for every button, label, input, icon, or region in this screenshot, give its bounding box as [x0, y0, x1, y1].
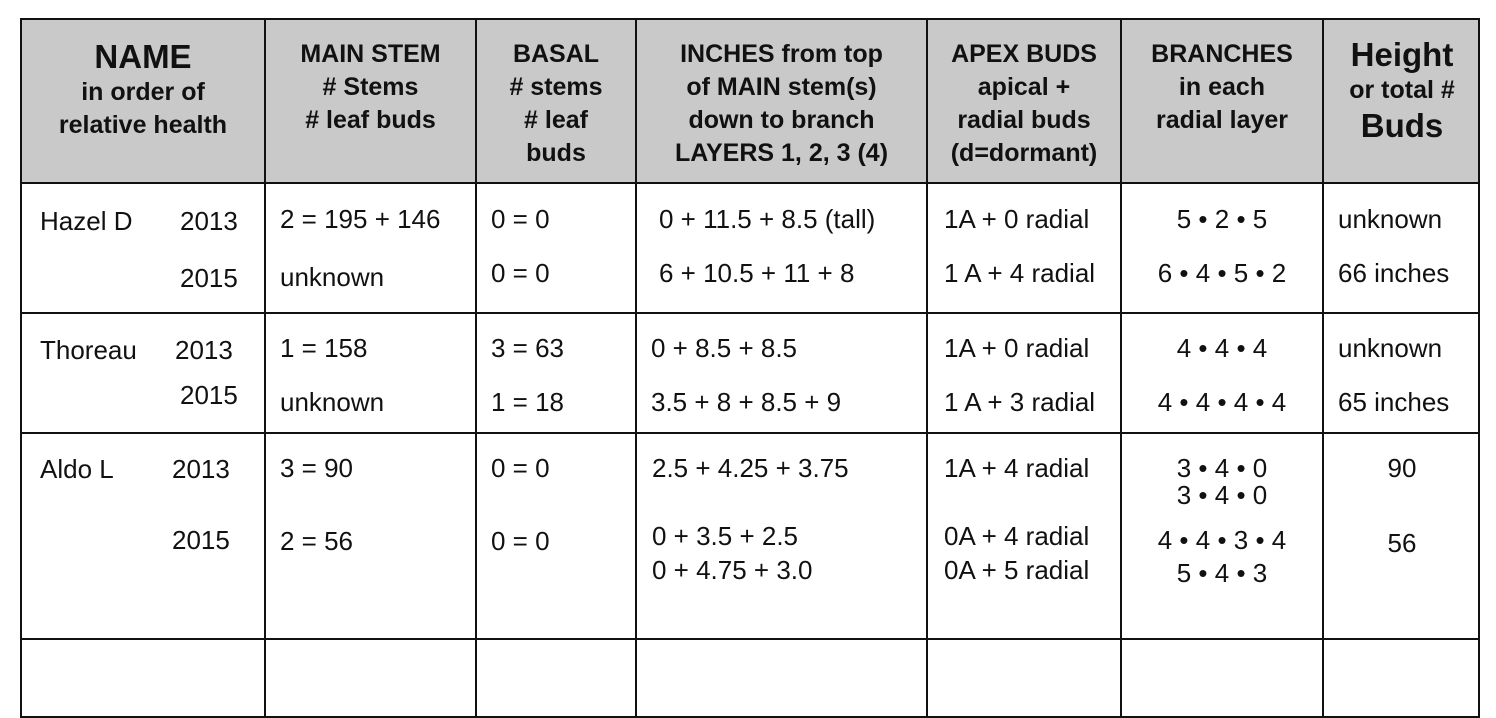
height-value: 65 inches: [1338, 387, 1450, 417]
plant-name: Thoreau: [40, 335, 137, 365]
apex-value: 0A + 4 radial: [944, 521, 1090, 551]
basal-value: 1 = 18: [491, 387, 565, 417]
main-stem-value: 1 = 158: [280, 333, 368, 363]
header-height-buds: Buds: [1360, 107, 1444, 144]
header-line: BRANCHES: [1151, 40, 1293, 68]
year-label: 2015: [172, 525, 230, 555]
basal-value: 0 = 0: [491, 204, 550, 234]
height-value: 66 inches: [1338, 258, 1450, 288]
main-stem-value: unknown: [280, 262, 385, 292]
branches-value: 5 • 2 • 5: [1176, 204, 1268, 234]
header-line: radial layer: [1155, 106, 1289, 134]
inches-value: 0 + 3.5 + 2.5: [652, 521, 799, 551]
header-line: # leaf: [524, 106, 588, 134]
header-line: BASAL: [512, 40, 600, 68]
branches-value: 4 • 4 • 4: [1176, 333, 1268, 363]
header-line: LAYERS 1, 2, 3 (4): [674, 139, 889, 167]
header-apex-buds: [928, 38, 1120, 170]
header-main-stem: [266, 38, 475, 137]
header-line: # stems: [509, 73, 603, 101]
main-stem-value: unknown: [280, 387, 385, 417]
header-line: radial buds: [957, 106, 1091, 134]
inches-value: 0 + 4.75 + 3.0: [652, 555, 813, 585]
header-height-title: Height: [1350, 36, 1454, 73]
branches-value: 4 • 4 • 4 • 4: [1157, 387, 1287, 417]
height-value: 90: [1387, 453, 1417, 483]
inches-value: 0 + 8.5 + 8.5: [651, 333, 798, 363]
year-label: 2013: [175, 335, 233, 365]
basal-value: 0 = 0: [491, 258, 550, 288]
header-line: down to branch: [688, 106, 875, 134]
header-line: apical +: [977, 73, 1071, 101]
inches-value: 2.5 + 4.25 + 3.75: [652, 453, 849, 483]
header-name-title: NAME: [94, 38, 192, 75]
height-value: unknown: [1338, 204, 1443, 234]
row-divider: [22, 432, 1478, 434]
apex-value: 1A + 0 radial: [944, 204, 1090, 234]
apex-value: 0A + 5 radial: [944, 555, 1090, 585]
apex-value: 1A + 0 radial: [944, 333, 1090, 363]
row-divider: [22, 182, 1478, 184]
plant-data-table: [20, 18, 1480, 718]
branches-value: 3 • 4 • 0: [1176, 480, 1268, 510]
height-value: unknown: [1338, 333, 1443, 363]
branches-value: 3 • 4 • 0: [1176, 453, 1268, 483]
year-label: 2015: [180, 263, 238, 293]
header-branches: [1122, 38, 1322, 137]
header-line: APEX BUDS: [951, 40, 1097, 68]
header-name-line: in order of: [81, 78, 205, 106]
plant-name: Aldo L: [40, 454, 114, 484]
year-label: 2015: [180, 380, 238, 410]
header-name: [22, 38, 264, 142]
height-value: 56: [1387, 528, 1417, 558]
header-line: INCHES from top: [680, 40, 883, 68]
main-stem-value: 3 = 90: [280, 453, 354, 483]
branches-value: 6 • 4 • 5 • 2: [1157, 258, 1287, 288]
inches-value: 6 + 10.5 + 11 + 8: [659, 258, 855, 288]
header-line: (d=dormant): [950, 139, 1098, 167]
header-inches: [637, 38, 926, 170]
header-line: buds: [526, 139, 586, 167]
apex-value: 1A + 4 radial: [944, 453, 1090, 483]
header-line: MAIN STEM: [300, 40, 441, 68]
header-basal: [477, 38, 635, 170]
header-line: of MAIN stem(s): [686, 73, 877, 101]
header-line: or total #: [1349, 76, 1455, 104]
basal-value: 0 = 0: [491, 453, 550, 483]
basal-value: 0 = 0: [491, 526, 550, 556]
inches-value: 3.5 + 8 + 8.5 + 9: [651, 387, 842, 417]
header-name-line: relative health: [58, 111, 228, 139]
apex-value: 1 A + 4 radial: [944, 258, 1096, 288]
header-line: # Stems: [322, 73, 419, 101]
inches-value: 0 + 11.5 + 8.5 (tall): [659, 204, 876, 234]
year-label: 2013: [172, 454, 230, 484]
main-stem-value: 2 = 56: [280, 526, 354, 556]
header-line: # leaf buds: [305, 106, 436, 134]
row-divider: [22, 312, 1478, 314]
apex-value: 1 A + 3 radial: [944, 387, 1096, 417]
year-label: 2013: [180, 206, 238, 236]
plant-name: Hazel D: [40, 206, 133, 236]
basal-value: 3 = 63: [491, 333, 565, 363]
branches-value: 4 • 4 • 3 • 4: [1157, 525, 1287, 555]
header-line: in each: [1178, 73, 1266, 101]
row-divider: [22, 638, 1478, 640]
header-height: [1324, 36, 1480, 145]
main-stem-value: 2 = 195 + 146: [280, 204, 441, 234]
branches-value: 5 • 4 • 3: [1176, 558, 1268, 588]
